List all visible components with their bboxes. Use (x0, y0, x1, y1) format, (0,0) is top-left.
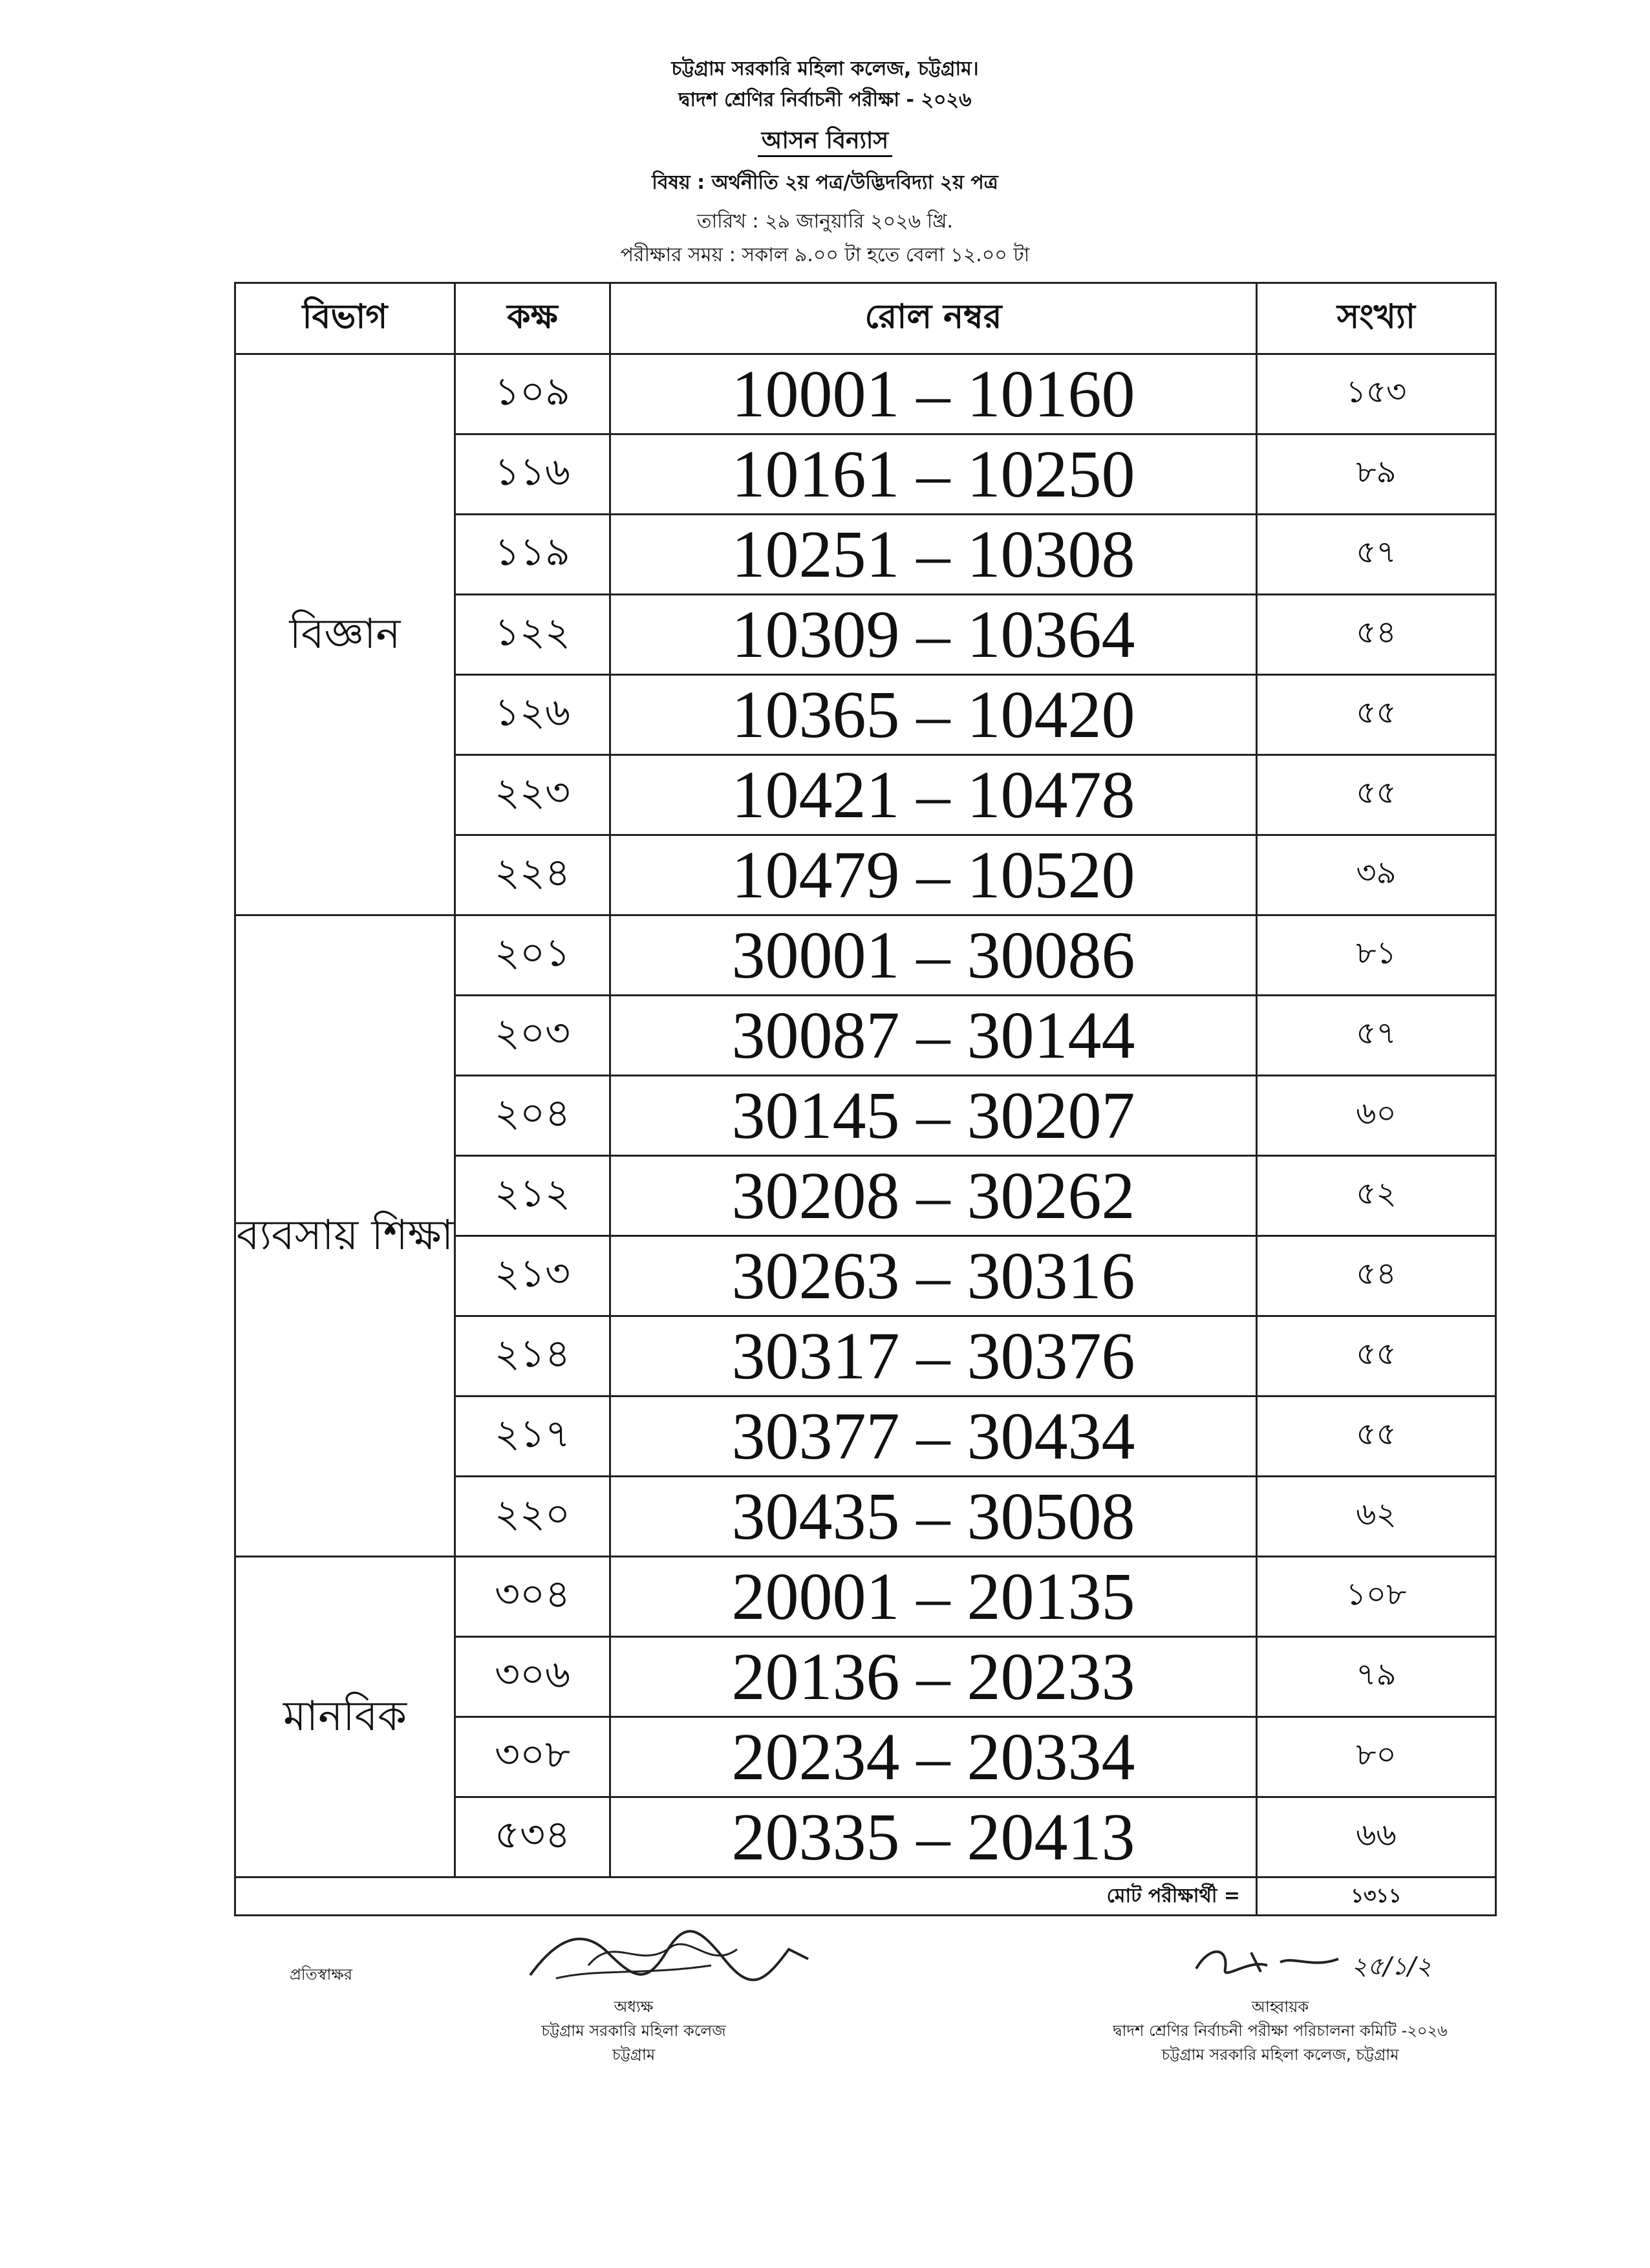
table-row (235, 915, 1496, 996)
count-cell: ৬৬ (1257, 1797, 1496, 1878)
room-cell: ১২৬ (455, 675, 610, 755)
count-cell: ৬০ (1257, 1076, 1496, 1156)
total-row (235, 1878, 1496, 1916)
room-cell: ২০১ (455, 915, 610, 996)
room-cell: ২১৩ (455, 1236, 610, 1316)
room-cell: ১১৬ (455, 434, 610, 515)
subject-line: বিষয় : অর্থনীতি ২য় পত্র/উদ্ভিদবিদ্যা ২য় পত্র (652, 171, 998, 194)
room-cell: ২২৩ (455, 755, 610, 835)
roll-range-cell: 10001 – 10160 (610, 354, 1257, 434)
total-value: ১৩১১ (1257, 1878, 1496, 1916)
roll-range-cell: 30377 – 30434 (610, 1396, 1257, 1477)
count-cell: ৫৫ (1257, 1396, 1496, 1477)
roll-range-cell: 10251 – 10308 (610, 515, 1257, 595)
roll-range-cell: 20234 – 20334 (610, 1717, 1257, 1797)
department-cell: বিজ্ঞান (235, 354, 455, 915)
room-cell: ৩০৮ (455, 1717, 610, 1797)
room-cell: ১২২ (455, 595, 610, 675)
exam-date: তারিখ : ২৯ জানুয়ারি ২০২৬ খ্রি. (696, 210, 954, 233)
countersign-label: প্রতিস্বাক্ষর (290, 1965, 352, 1984)
room-cell: ২১৭ (455, 1396, 610, 1477)
roll-range-cell: 30263 – 30316 (610, 1236, 1257, 1316)
document-title: আসন বিন্যাস (0, 123, 1650, 162)
roll-range-cell: 10161 – 10250 (610, 434, 1257, 515)
convener-date-note: ২৫/১/২ (1351, 1952, 1432, 1980)
seat-plan-table (234, 282, 1497, 1916)
principal-signature-block (453, 1995, 815, 2068)
table-header-row (235, 283, 1496, 354)
roll-range-cell: 30208 – 30262 (610, 1156, 1257, 1236)
department-cell: ব্যবসায় শিক্ষা (235, 915, 455, 1557)
room-cell: ৫৩৪ (455, 1797, 610, 1878)
room-cell: ১১৯ (455, 515, 610, 595)
count-cell: ৫২ (1257, 1156, 1496, 1236)
count-cell: ৫৫ (1257, 755, 1496, 835)
principal-signature (517, 1914, 821, 1998)
count-cell: ৮১ (1257, 915, 1496, 996)
count-cell: ১৫৩ (1257, 354, 1496, 434)
header-department: বিভাগ (235, 283, 455, 354)
count-cell: ৫৫ (1257, 675, 1496, 755)
count-cell: ৫৫ (1257, 1316, 1496, 1396)
total-label: মোট পরীক্ষার্থী = (235, 1878, 1257, 1916)
exam-time: পরীক্ষার সময় : সকাল ৯.০০ টা হতে বেলা ১২.০০ টা (620, 244, 1030, 266)
roll-range-cell: 30145 – 30207 (610, 1076, 1257, 1156)
room-cell: ২২০ (455, 1477, 610, 1557)
table-body (235, 354, 1496, 1878)
room-cell: ২১২ (455, 1156, 610, 1236)
room-cell: ২০৪ (455, 1076, 610, 1156)
college-name: চট্টগ্রাম সরকারি মহিলা কলেজ, চট্টগ্রাম। (671, 58, 979, 80)
room-cell: ৩০৬ (455, 1637, 610, 1717)
room-cell: ২১৪ (455, 1316, 610, 1396)
roll-range-cell: 30001 – 30086 (610, 915, 1257, 996)
roll-range-cell: 30317 – 30376 (610, 1316, 1257, 1396)
roll-range-cell: 20001 – 20135 (610, 1557, 1257, 1637)
principal-role: অধ্যক্ষ (614, 1998, 654, 2016)
roll-range-cell: 20136 – 20233 (610, 1637, 1257, 1717)
roll-range-cell: 10309 – 10364 (610, 595, 1257, 675)
room-cell: ১০৯ (455, 354, 610, 434)
department-cell: মানবিক (235, 1557, 455, 1878)
count-cell: ৫৭ (1257, 996, 1496, 1076)
count-cell: ৩৯ (1257, 835, 1496, 915)
roll-range-cell: 10365 – 10420 (610, 675, 1257, 755)
exam-name: দ্বাদশ শ্রেণির নির্বাচনী পরীক্ষা - ২০২৬ (678, 89, 972, 111)
header-room: কক্ষ (455, 283, 610, 354)
principal-college: চট্টগ্রাম সরকারি মহিলা কলেজ (541, 2022, 726, 2040)
convener-committee: দ্বাদশ শ্রেণির নির্বাচনী পরীক্ষা পরিচালনা কমিটি -২০২৬ (1113, 2022, 1448, 2040)
header-count: সংখ্যা (1257, 283, 1496, 354)
count-cell: ৬২ (1257, 1477, 1496, 1557)
convener-role: আহ্বায়ক (1251, 1998, 1309, 2016)
roll-range-cell: 20335 – 20413 (610, 1797, 1257, 1878)
count-cell: ১০৮ (1257, 1557, 1496, 1637)
roll-range-cell: 30087 – 30144 (610, 996, 1257, 1076)
count-cell: ৮৯ (1257, 434, 1496, 515)
room-cell: ২০৩ (455, 996, 610, 1076)
convener-college: চট্টগ্রাম সরকারি মহিলা কলেজ, চট্টগ্রাম (1161, 2046, 1399, 2064)
header-roll: রোল নম্বর (610, 283, 1257, 354)
roll-range-cell: 10421 – 10478 (610, 755, 1257, 835)
room-cell: ৩০৪ (455, 1557, 610, 1637)
count-cell: ৭৯ (1257, 1637, 1496, 1717)
count-cell: ৮০ (1257, 1717, 1496, 1797)
convener-signature-block (1009, 1995, 1552, 2068)
roll-range-cell: 30435 – 30508 (610, 1477, 1257, 1557)
roll-range-cell: 10479 – 10520 (610, 835, 1257, 915)
convener-signature (1190, 1933, 1345, 1985)
table-row (235, 1557, 1496, 1637)
count-cell: ৫৭ (1257, 515, 1496, 595)
room-cell: ২২৪ (455, 835, 610, 915)
count-cell: ৫৪ (1257, 595, 1496, 675)
count-cell: ৫৪ (1257, 1236, 1496, 1316)
table-row (235, 354, 1496, 434)
principal-city: চট্টগ্রাম (612, 2046, 656, 2064)
